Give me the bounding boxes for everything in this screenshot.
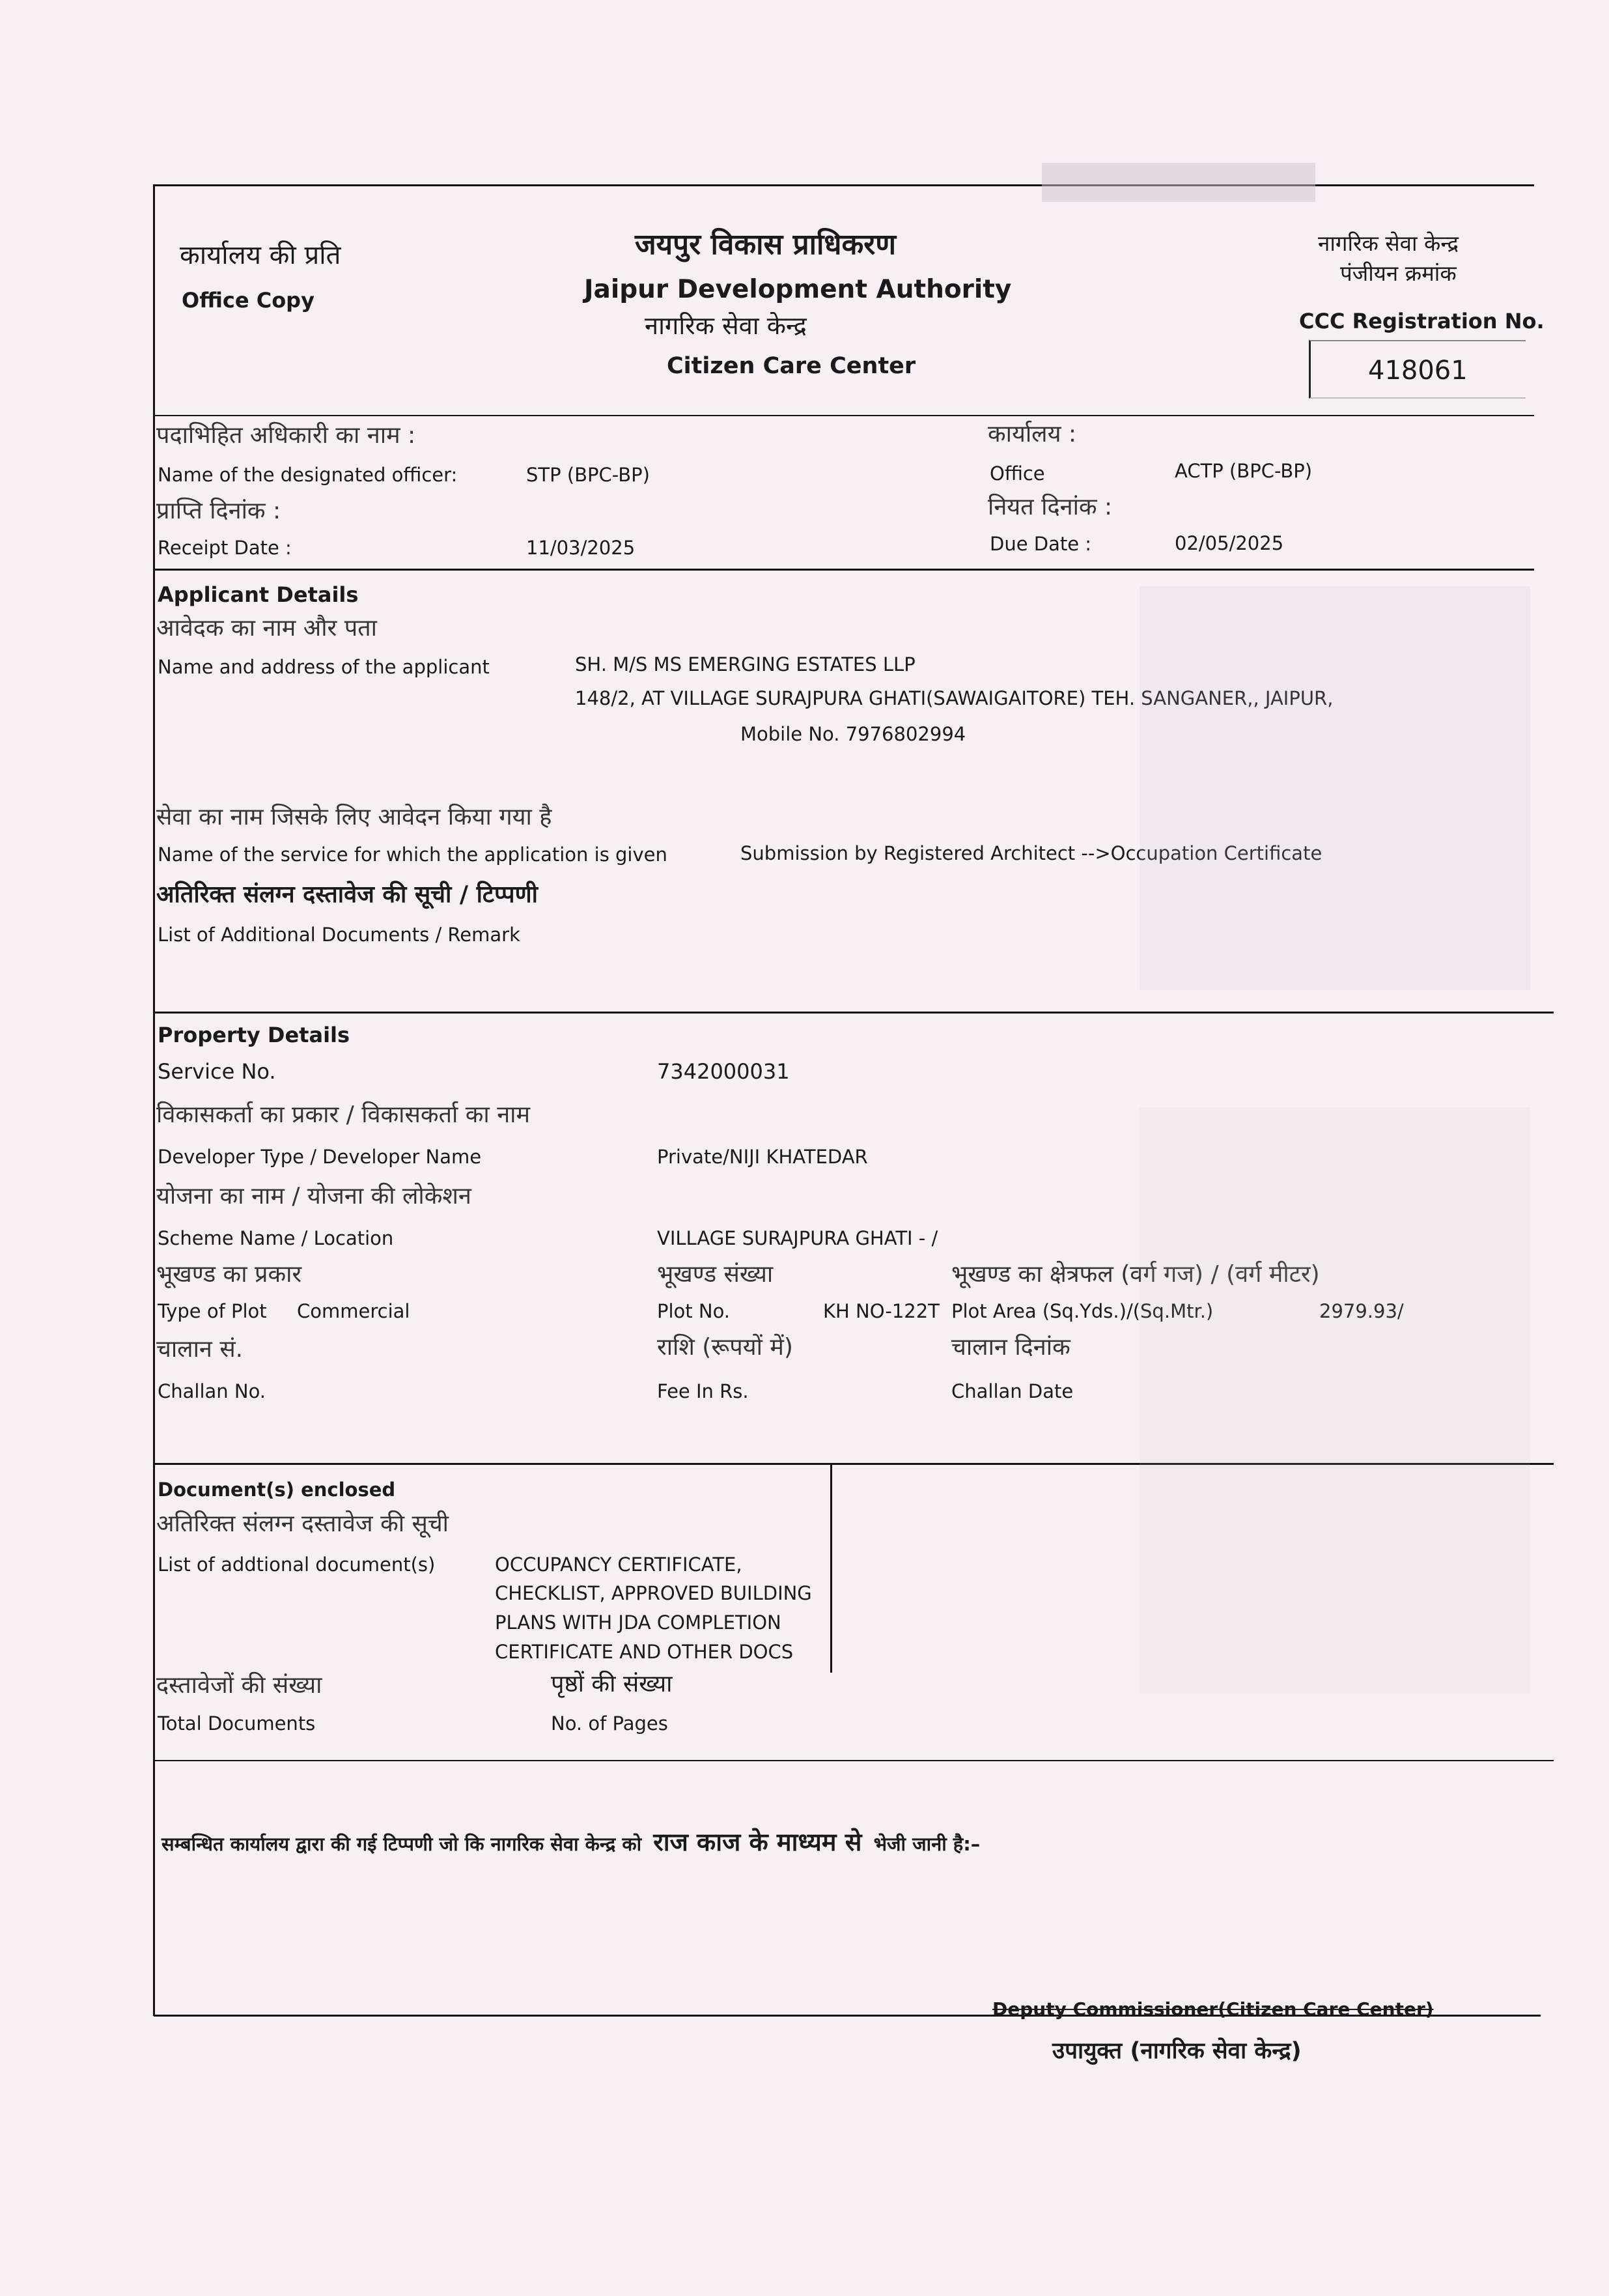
due-date-label: Due Date : (990, 533, 1092, 555)
challan-number-label: Challan No. (158, 1380, 266, 1402)
fee-hindi: राशि (रूपयों में) (657, 1334, 793, 1361)
plot-area-label: Plot Area (Sq.Yds.)/(Sq.Mtr.) (951, 1300, 1214, 1322)
applicant-mobile: Mobile No. 7976802994 (740, 723, 966, 745)
service-number-label: Service No. (158, 1059, 276, 1084)
plot-area-value: 2979.93/ (1319, 1300, 1404, 1322)
scheme-hindi: योजना का नाम / योजना की लोकेशन (156, 1183, 471, 1210)
scheme-value: VILLAGE SURAJPURA GHATI - / (657, 1227, 938, 1249)
property-details-heading: Property Details (158, 1023, 350, 1047)
total-documents-hindi: दस्तावेजों की संख्या (156, 1672, 322, 1699)
designated-officer-value: STP (BPC-BP) (526, 464, 650, 486)
office-value: ACTP (BPC-BP) (1175, 460, 1313, 482)
designated-officer-label: Name of the designated officer: (158, 464, 458, 486)
designated-officer-hindi: पदाभिहित अधिकारी का नाम : (156, 422, 416, 449)
documents-list-line: CERTIFICATE AND OTHER DOCS (495, 1641, 794, 1663)
plot-area-hindi: भूखण्ड का क्षेत्रफल (वर्ग गज) / (वर्ग मीटर) (951, 1261, 1320, 1288)
developer-value: Private/NIJI KHATEDAR (657, 1146, 868, 1168)
center-name: Citizen Care Center (667, 353, 916, 379)
service-name-value: Submission by Registered Architect -->Occupation Certificate (740, 842, 1322, 864)
challan-number-hindi: चालान सं. (156, 1336, 244, 1363)
service-name-hindi: सेवा का नाम जिसके लिए आवेदन किया गया है (156, 804, 552, 830)
documents-list-line: CHECKLIST, APPROVED BUILDING (495, 1582, 812, 1604)
fee-label: Fee In Rs. (657, 1380, 749, 1402)
developer-label: Developer Type / Developer Name (158, 1146, 482, 1168)
signatory-title: Deputy Commissioner(Citizen Care Center) (992, 1998, 1434, 2020)
receipt-date-label: Receipt Date : (158, 537, 292, 559)
header-divider (154, 415, 1534, 416)
registration-hindi-line1: नागरिक सेवा केन्द्र (1318, 231, 1459, 256)
documents-list-line: OCCUPANCY CERTIFICATE, (495, 1553, 742, 1576)
registration-label: CCC Registration No. (1299, 309, 1545, 333)
documents-list-line: PLANS WITH JDA COMPLETION (495, 1611, 781, 1634)
applicant-name-value: SH. M/S MS EMERGING ESTATES LLP (575, 653, 916, 675)
plot-number-hindi: भूखण्ड संख्या (657, 1261, 774, 1288)
signatory-title-hindi: उपायुक्त (नागरिक सेवा केन्द्र) (1052, 2038, 1302, 2064)
due-date-hindi: नियत दिनांक : (988, 494, 1113, 520)
scan-noise (1042, 163, 1315, 202)
registration-number: 418061 (1368, 356, 1468, 386)
plot-type-hindi: भूखण्ड का प्रकार (156, 1261, 302, 1288)
remark-text-emphasis: राज काज के माध्यम से (653, 1828, 862, 1856)
additional-docs-label: List of Additional Documents / Remark (158, 924, 520, 946)
page-count-hindi: पृष्ठों की संख्या (551, 1671, 673, 1697)
registration-hindi-line2: पंजीयन क्रमांक (1340, 261, 1457, 286)
documents-column-divider (830, 1464, 832, 1673)
left-border (153, 184, 155, 2016)
receipt-date-hindi: प्राप्ति दिनांक : (156, 498, 281, 524)
scan-noise (1140, 586, 1530, 990)
scheme-label: Scheme Name / Location (158, 1227, 394, 1249)
plot-number-label: Plot No. (657, 1300, 731, 1322)
applicant-details-heading: Applicant Details (158, 582, 359, 607)
org-name-hindi: जयपुर विकास प्राधिकरण (635, 228, 897, 261)
applicant-name-label: Name and address of the applicant (158, 656, 490, 678)
remark-text-end: भेजी जानी है:– (873, 1833, 981, 1855)
remark-note (161, 1828, 980, 1858)
office-copy-label: Office Copy (182, 288, 315, 313)
applicant-address-value: 148/2, AT VILLAGE SURAJPURA GHATI(SAWAIGAITORE) TEH. SANGANER,, JAIPUR, (575, 687, 1334, 709)
center-name-hindi: नागरिक सेवा केन्द्र (645, 311, 807, 340)
top-border (154, 184, 1534, 186)
office-copy-hindi: कार्यालय की प्रति (180, 240, 341, 270)
plot-number-value: KH NO-122T (823, 1300, 940, 1322)
applicant-name-hindi: आवेदक का नाम और पता (156, 615, 377, 642)
due-date-value: 02/05/2025 (1175, 532, 1284, 554)
officer-divider (154, 569, 1534, 571)
plot-type-label: Type of Plot (158, 1300, 267, 1322)
documents-list-hindi: अतिरिक्त संलग्न दस्तावेज की सूची (156, 1510, 449, 1537)
documents-list-label: List of addtional document(s) (158, 1553, 436, 1576)
receipt-date-value: 11/03/2025 (526, 537, 636, 559)
documents-divider (154, 1760, 1554, 1761)
office-label: Office (990, 462, 1045, 485)
page-count-label: No. of Pages (551, 1712, 668, 1735)
service-name-label: Name of the service for which the application is given (158, 843, 667, 866)
documents-heading: Document(s) enclosed (158, 1479, 396, 1501)
org-name: Jaipur Development Authority (584, 275, 1012, 304)
total-documents-label: Total Documents (158, 1712, 316, 1735)
office-hindi: कार्यालय : (988, 421, 1077, 447)
remark-text-start: सम्बन्धित कार्यालय द्वारा की गई टिप्पणी जो कि नागरिक सेवा केन्द्र को (161, 1833, 642, 1855)
developer-hindi: विकासकर्ता का प्रकार / विकासकर्ता का नाम (156, 1101, 531, 1128)
challan-date-label: Challan Date (951, 1380, 1074, 1402)
challan-date-hindi: चालान दिनांक (951, 1334, 1070, 1361)
plot-type-value: Commercial (297, 1300, 410, 1322)
service-number-value: 7342000031 (657, 1059, 790, 1084)
scan-noise (1140, 1107, 1530, 1694)
additional-docs-hindi: अतिरिक्त संलग्न दस्तावेज की सूची / टिप्पणी (156, 881, 538, 908)
applicant-divider (154, 1012, 1554, 1013)
